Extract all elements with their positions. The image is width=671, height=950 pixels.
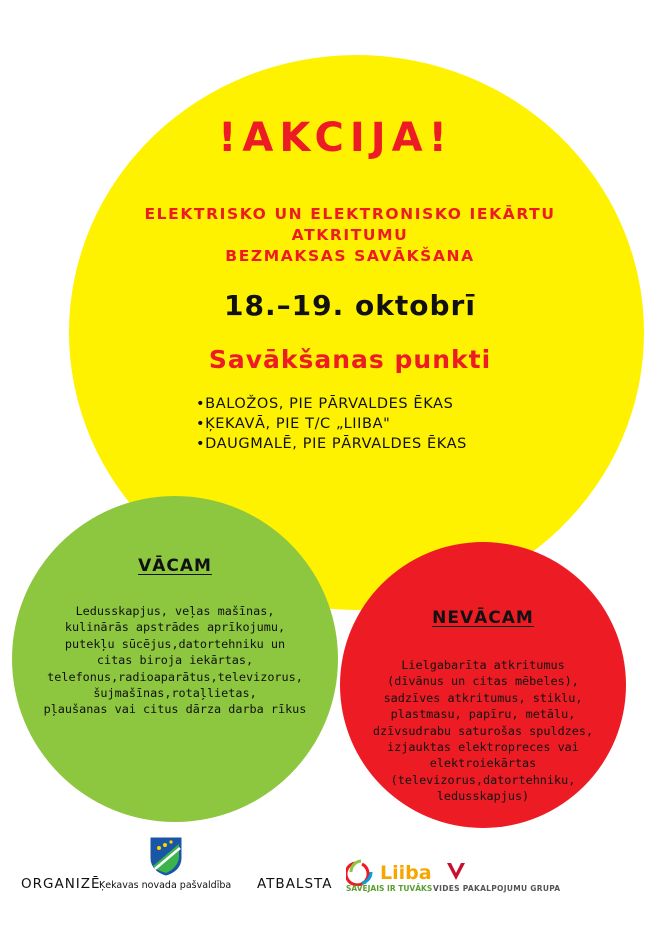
collect-line: citas biroja iekārtas,	[96, 653, 254, 668]
support-label: ATBALSTA	[257, 876, 333, 892]
not-collect-line: (dīvānus un citas mēbeles),	[387, 674, 579, 689]
not-collect-line: (televizorus,datortehniku,	[390, 772, 576, 787]
collection-point-item: •ĶEKAVĀ, PIE T/C „LIIBA"	[196, 416, 391, 432]
poster-title: !AKCIJA!	[218, 115, 453, 161]
subtitle-line: ATKRITUMU	[291, 226, 409, 244]
not-collect-section-title	[340, 608, 626, 628]
collection-points-title: Savākšanas punkti	[208, 345, 492, 374]
organizer-name: Ķekavas novada pašvaldība	[99, 880, 232, 891]
vpg-logo-icon	[445, 860, 467, 882]
vpg-name: VIDES PAKALPOJUMU GRUPA	[433, 884, 561, 893]
not-collect-line: Lielgabarīta atkritumus	[401, 658, 565, 672]
liiba-logo-text: Liiba	[380, 862, 432, 884]
not-collect-line: sadzīves atkritumus, stiklu,	[383, 690, 583, 705]
not-collect-line: elektroiekārtas	[429, 756, 537, 771]
event-dates: 18.–19. oktobrī	[224, 289, 476, 322]
poster-subtitle	[60, 204, 640, 267]
collection-point-item: •DAUGMALĒ, PIE PĀRVALDES ĒKAS	[196, 436, 467, 452]
not-collect-line: izjauktas elektropreces vai	[387, 740, 579, 755]
subtitle-line: BEZMAKSAS SAVĀKŠANA	[225, 247, 475, 265]
collect-line: putekļu sūcējus,datortehniku un	[64, 636, 286, 651]
collect-line: pļaušanas vai citus dārza darba rīkus	[43, 702, 307, 717]
collect-line: šujmašīnas,rotaļlietas,	[93, 686, 257, 701]
kekava-coat-of-arms-icon	[149, 836, 183, 876]
collect-section-title	[12, 556, 338, 576]
collection-points-list	[196, 394, 467, 454]
subtitle-line: ELEKTRISKO UN ELEKTRONISKO IEKĀRTU	[144, 205, 556, 223]
collect-line: Ledusskapjus, veļas mašīnas,	[75, 604, 275, 618]
not-collect-line: ledusskapjus)	[436, 789, 530, 804]
organizer-label: ORGANIZĒ	[21, 876, 101, 892]
collect-items-text	[24, 603, 326, 718]
collect-title-text: VĀCAM	[138, 556, 212, 576]
not-collect-title-text: NEVĀCAM	[432, 608, 534, 628]
collection-point-item: •BALOŽOS, PIE PĀRVALDES ĒKAS	[196, 396, 454, 412]
collect-line: kulinārās apstrādes aprīkojumu,	[64, 620, 286, 635]
not-collect-line: dzīvsudrabu saturošas spuldzes,	[372, 723, 594, 738]
not-collect-items-text	[348, 657, 618, 805]
not-collect-line: plastmasu, papīru, metālu,	[390, 707, 576, 722]
collect-line: telefonus,radioaparātus,televizorus,	[47, 669, 303, 684]
liiba-slogan: SAVĒJAIS IR TUVĀKS	[346, 884, 433, 893]
